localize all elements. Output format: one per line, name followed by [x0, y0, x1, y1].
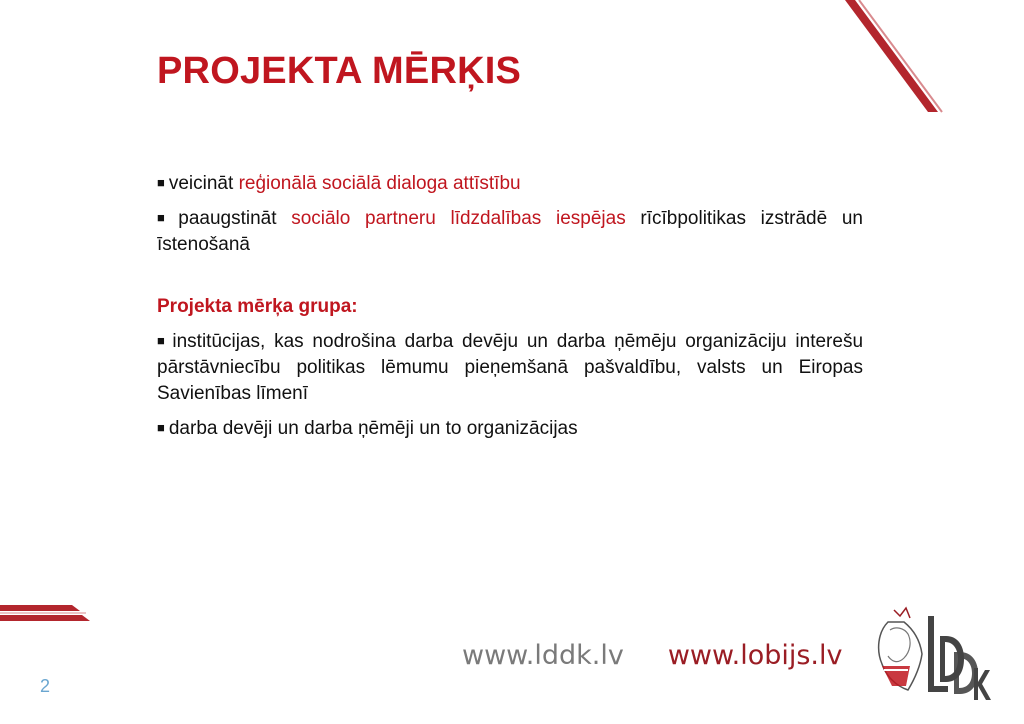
page-title: PROJEKTA MĒRĶIS — [157, 50, 522, 92]
goal-item — [157, 205, 863, 258]
footer-links — [462, 640, 843, 671]
goal-highlight: sociālo partneru līdzdalības iespējas — [291, 208, 626, 229]
lddk-monogram — [928, 616, 991, 700]
goal-text-tail: rīcībpolitikas izstrādē un īstenošanā — [157, 208, 864, 255]
decorative-stripes-top — [845, 0, 945, 115]
lobijs-link[interactable]: www.lobijs.lv — [667, 640, 843, 671]
bullet-square-icon: ■ — [157, 210, 175, 225]
goal-item — [157, 170, 863, 197]
lion-emblem-icon — [879, 608, 922, 690]
bullet-square-icon: ■ — [157, 333, 169, 348]
page-number: 2 — [40, 676, 51, 696]
target-group-text: institūcijas, kas nodrošina darba devēju un darba ņēmēju organizāciju interešu pārstāvniecību politikas lēmumu pieņemšanā pašvaldību, valsts un Eiropas Savienības līmenī — [157, 331, 864, 404]
target-group-text: darba devēji un darba ņēmēji un to organizācijas — [168, 418, 578, 439]
slide-content — [157, 170, 863, 450]
target-group-heading: Projekta mērķa grupa: — [157, 296, 358, 317]
target-group-item — [157, 415, 863, 442]
goal-highlight: reģionālā sociālā dialoga attīstību — [238, 173, 521, 194]
decorative-stripes-left — [0, 602, 95, 626]
lddk-logo — [870, 602, 995, 702]
goal-text: paaugstināt — [178, 208, 292, 229]
lddk-link[interactable]: www.lddk.lv — [462, 640, 624, 671]
bullet-square-icon: ■ — [157, 175, 165, 190]
bullet-square-icon: ■ — [157, 420, 165, 435]
goal-text: veicināt — [168, 173, 239, 194]
target-group-item — [157, 328, 863, 407]
